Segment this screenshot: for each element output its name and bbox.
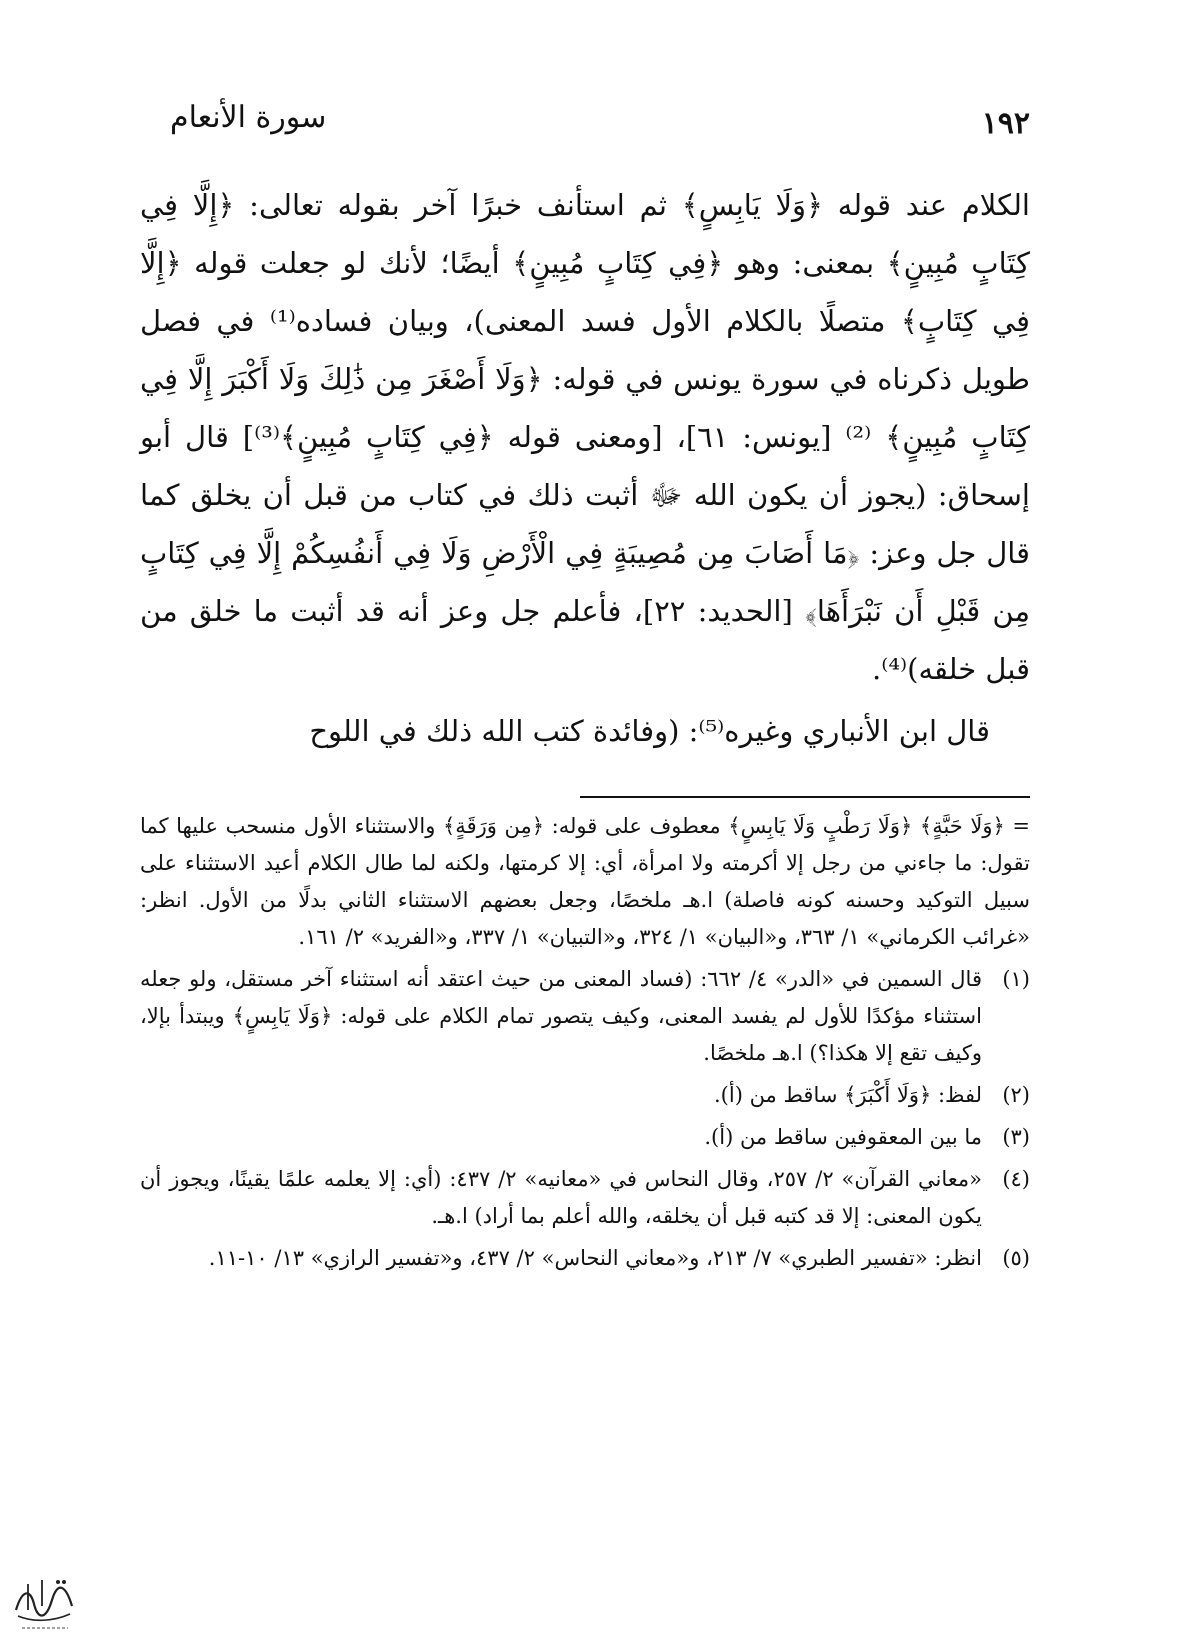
page-header — [170, 100, 1030, 150]
footnote-item — [140, 1077, 1030, 1114]
footnote-number: (٥) — [1002, 1246, 1030, 1270]
footnote-number: (١) — [1002, 967, 1030, 991]
watermark-logo — [8, 1570, 80, 1634]
footnotes-section — [140, 808, 1030, 1282]
footnote-divider — [580, 796, 1030, 798]
footnote-item — [140, 1161, 1030, 1235]
footnote-text: ما بين المعقوفين ساقط من (أ). — [704, 1125, 982, 1149]
footnote-item — [140, 961, 1030, 1072]
footnote-text: انظر: «تفسير الطبري» ٧/ ٢١٣، و«معاني النحاس» ٢/ ٤٣٧، و«تفسير الرازي» ١٣/ ١٠-١١. — [208, 1246, 982, 1270]
footnote-item — [140, 1240, 1030, 1277]
footnote-text: «معاني القرآن» ٢/ ٢٥٧، وقال النحاس في «معانيه» ٢/ ٤٣٧: (أي: إلا يعلمه علمًا يقينًا، ويجوز أن يكون المعنى: إلا قد كتبه قبل أن يخلقه، والله أعلم بما أراد) ا.هـ. — [140, 1167, 982, 1228]
footnote-number: (٤) — [1002, 1167, 1030, 1191]
footnote-text: لفظ: ﴿وَلَا أَكْبَرَ﴾ ساقط من (أ). — [714, 1083, 982, 1107]
footnote-item — [140, 1119, 1030, 1156]
footnote-number: (٣) — [1002, 1125, 1030, 1149]
body-paragraph: قال ابن الأنباري وغيره⁽⁵⁾: (وفائدة كتب الله ذلك في اللوح — [309, 714, 990, 748]
page-number: ١٩٢ — [981, 106, 1030, 141]
surah-title: سورة الأنعام — [170, 100, 327, 135]
main-body — [140, 176, 1030, 760]
footnote-number: (٢) — [1002, 1083, 1030, 1107]
footnote-continuation: = ﴿وَلَا حَبَّةٍ﴾ ﴿وَلَا رَطْبٍ وَلَا يَابِسٍ﴾ معطوف على قوله: ﴿مِن وَرَقَةٍ﴾ والاستثناء الأول منسحب عليها كما تقول: ما جاءني من رجل إلا أكرمته ولا امرأة، أي: إلا كرمتها، ولكنه لما طال الكلام أعيد الاستثناء على سبيل التوكيد وحسنه كونه فاصلة) ا.هـ ملخصًا، وجعل بعضهم الاستثناء الثاني بدلًا من الأول. انظر: «غرائب الكرماني» ١/ ٣٦٣، و«البيان» ١/ ٣٢٤، و«التبيان» ١/ ٣٣٧، و«الفريد» ٢/ ١٦١. — [140, 814, 1030, 949]
body-paragraph: الكلام عند قوله ﴿وَلَا يَابِسٍ﴾ ثم استأنف خبرًا آخر بقوله تعالى: ﴿إِلَّا فِي كِتَابٍ مُبِينٍ﴾ بمعنى: وهو ﴿فِي كِتَابٍ مُبِينٍ﴾ أيضًا؛ لأنك لو جعلت قوله ﴿إِلَّا فِي كِتَابٍ﴾ متصلًا بالكلام الأول فسد المعنى)، وبيان فساده⁽¹⁾ في فصل طويل ذكرناه في سورة يونس في قوله: ﴿وَلَا أَصْغَرَ مِن ذَٰلِكَ وَلَا أَكْبَرَ إِلَّا فِي كِتَابٍ مُبِينٍ﴾ ⁽²⁾ [يونس: ٦١]، [ومعنى قوله ﴿فِي كِتَابٍ مُبِينٍ﴾⁽³⁾] قال أبو إسحاق: (يجوز أن يكون الله ﷻ أثبت ذلك في كتاب من قبل أن يخلق كما قال جل وعز: ﴿مَا أَصَابَ مِن مُصِيبَةٍ فِي الْأَرْضِ وَلَا فِي أَنفُسِكُمْ إِلَّا فِي كِتَابٍ مِن قَبْلِ أَن نَبْرَأَهَا﴾ [الحديد: ٢٢]، فأعلم جل وعز أنه قد أثبت ما خلق من قبل خلقه)⁽⁴⁾. — [140, 188, 1030, 686]
footnote-text: قال السمين في «الدر» ٤/ ٦٦٢: (فساد المعنى من حيث اعتقد أنه استثناء آخر مستقل، ولو جعله استثناء مؤكدًا للأول لم يفسد المعنى، وكيف يتصور تمام الكلام على قوله: ﴿وَلَا يَابِسٍ﴾ ويبتدأ بإلا، وكيف تقع إلا هكذا؟) ا.هـ ملخصًا. — [140, 967, 982, 1065]
